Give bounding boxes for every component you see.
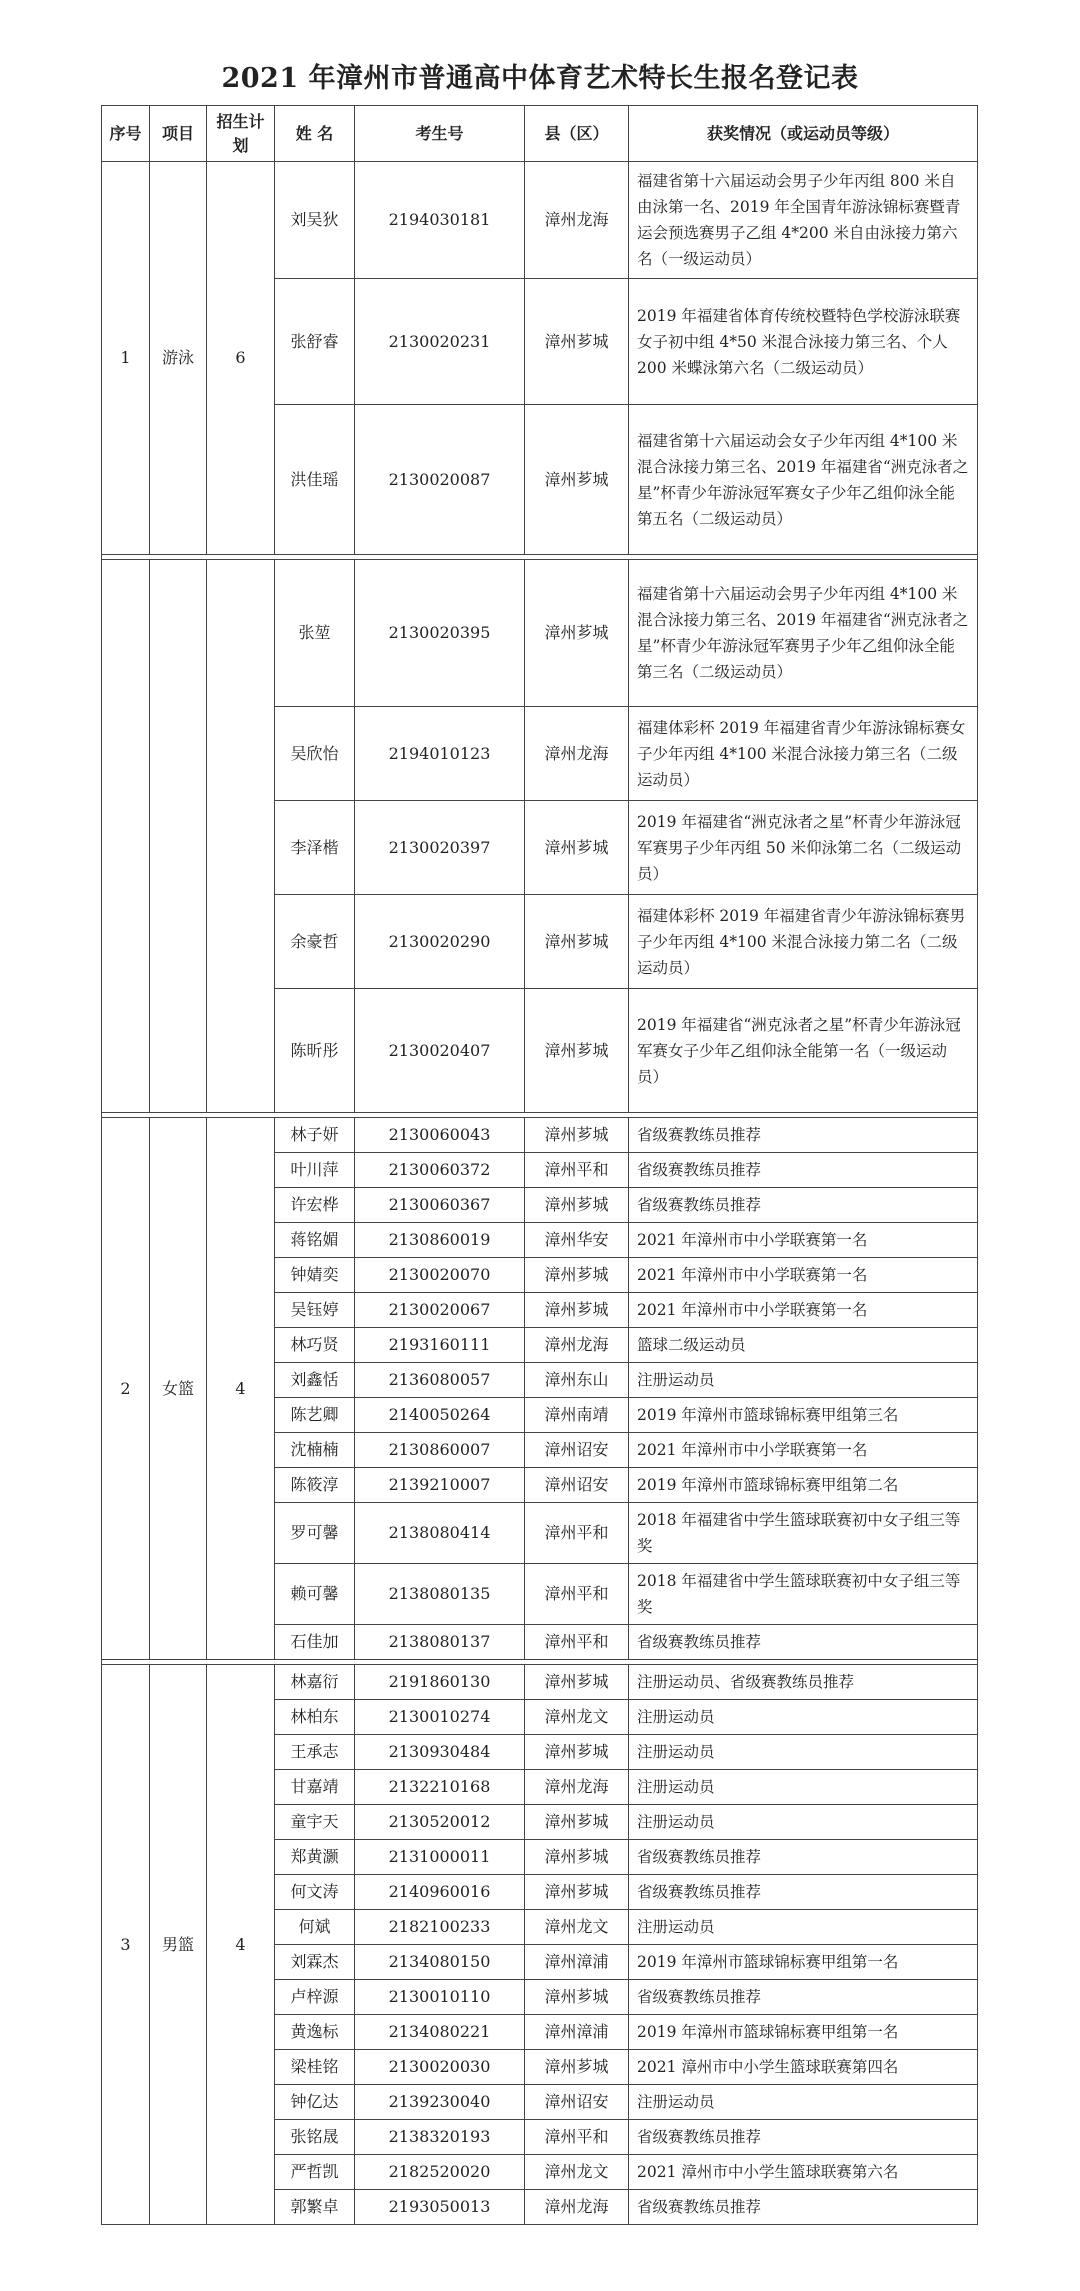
award-cell: 注册运动员: [629, 2085, 978, 2120]
exam-no-cell: 2132210168: [355, 1770, 525, 1805]
award-cell: 省级赛教练员推荐: [629, 2120, 978, 2155]
name-cell: 罗可馨: [275, 1503, 355, 1564]
name-cell: 林巧贤: [275, 1328, 355, 1363]
county-cell: 漳州平和: [525, 1625, 629, 1660]
award-cell: 注册运动员: [629, 1363, 978, 1398]
name-cell: 张堃: [275, 560, 355, 707]
award-cell: 2021 年漳州市中小学联赛第一名: [629, 1258, 978, 1293]
name-cell: 梁桂铭: [275, 2050, 355, 2085]
county-cell: 漳州龙文: [525, 2155, 629, 2190]
item-cell: 男篮: [150, 1665, 207, 2225]
county-cell: 漳州平和: [525, 1564, 629, 1625]
county-cell: 漳州南靖: [525, 1398, 629, 1433]
award-cell: 省级赛教练员推荐: [629, 1875, 978, 1910]
award-cell: 福建省第十六届运动会男子少年丙组 800 米自由泳第一名、2019 年全国青年游泳锦标赛暨青运会预选赛男子乙组 4*200 米自由泳接力第六名（一级运动员）: [629, 162, 978, 279]
name-cell: 张舒睿: [275, 279, 355, 405]
exam-no-cell: 2130020290: [355, 895, 525, 989]
award-cell: 福建体彩杯 2019 年福建省青少年游泳锦标赛男子少年丙组 4*100 米混合泳接力第二名（二级运动员）: [629, 895, 978, 989]
award-cell: 省级赛教练员推荐: [629, 1118, 978, 1153]
table-row: [102, 560, 978, 707]
award-cell: 注册运动员: [629, 1735, 978, 1770]
exam-no-cell: 2130020087: [355, 405, 525, 555]
exam-no-cell: 2194030181: [355, 162, 525, 279]
award-cell: 省级赛教练员推荐: [629, 1153, 978, 1188]
name-cell: 钟婧奕: [275, 1258, 355, 1293]
county-cell: 漳州东山: [525, 1363, 629, 1398]
award-cell: 2019 年福建省体育传统校暨特色学校游泳联赛女子初中组 4*50 米混合泳接力第三名、个人 200 米蝶泳第六名（二级运动员）: [629, 279, 978, 405]
award-cell: 省级赛教练员推荐: [629, 1840, 978, 1875]
exam-no-cell: 2138080414: [355, 1503, 525, 1564]
exam-no-cell: 2182100233: [355, 1910, 525, 1945]
county-cell: 漳州平和: [525, 2120, 629, 2155]
award-cell: 注册运动员: [629, 1700, 978, 1735]
county-cell: 漳州芗城: [525, 2050, 629, 2085]
name-cell: 郭繁卓: [275, 2190, 355, 2225]
name-cell: 郑黄灏: [275, 1840, 355, 1875]
name-cell: 蒋铭媚: [275, 1223, 355, 1258]
registration-table: [101, 105, 978, 2225]
table-body: [102, 162, 978, 2225]
name-cell: 许宏桦: [275, 1188, 355, 1223]
name-cell: 洪佳瑶: [275, 405, 355, 555]
exam-no-cell: 2130930484: [355, 1735, 525, 1770]
name-cell: 何斌: [275, 1910, 355, 1945]
county-cell: 漳州芗城: [525, 1118, 629, 1153]
award-cell: 2019 年漳州市篮球锦标赛甲组第一名: [629, 1945, 978, 1980]
name-cell: 刘霖杰: [275, 1945, 355, 1980]
name-cell: 陈艺卿: [275, 1398, 355, 1433]
exam-no-cell: 2130020070: [355, 1258, 525, 1293]
exam-no-cell: 2130020407: [355, 989, 525, 1113]
name-cell: 甘嘉靖: [275, 1770, 355, 1805]
item-cell: [150, 560, 207, 1113]
exam-no-cell: 2193050013: [355, 2190, 525, 2225]
exam-no-cell: 2138320193: [355, 2120, 525, 2155]
exam-no-cell: 2194010123: [355, 707, 525, 801]
seq-cell: 2: [102, 1118, 150, 1660]
exam-no-cell: 2130010110: [355, 1980, 525, 2015]
award-cell: 2021 年漳州市中小学联赛第一名: [629, 1433, 978, 1468]
county-cell: 漳州龙海: [525, 162, 629, 279]
county-cell: 漳州芗城: [525, 1188, 629, 1223]
county-cell: 漳州龙文: [525, 1700, 629, 1735]
plan-cell: 4: [207, 1665, 275, 2225]
exam-no-cell: 2130020395: [355, 560, 525, 707]
item-cell: 游泳: [150, 162, 207, 555]
exam-no-cell: 2130520012: [355, 1805, 525, 1840]
exam-no-cell: 2130860007: [355, 1433, 525, 1468]
county-cell: 漳州龙文: [525, 1910, 629, 1945]
county-cell: 漳州芗城: [525, 1980, 629, 2015]
award-cell: 福建体彩杯 2019 年福建省青少年游泳锦标赛女子少年丙组 4*100 米混合泳接力第三名（二级运动员）: [629, 707, 978, 801]
exam-no-cell: 2130010274: [355, 1700, 525, 1735]
exam-no-cell: 2138080137: [355, 1625, 525, 1660]
name-cell: 陈筱淳: [275, 1468, 355, 1503]
award-cell: 2021 漳州市中小学生篮球联赛第四名: [629, 2050, 978, 2085]
exam-no-cell: 2140960016: [355, 1875, 525, 1910]
name-cell: 林子妍: [275, 1118, 355, 1153]
exam-no-cell: 2130020231: [355, 279, 525, 405]
header-award: 获奖情况（或运动员等级）: [629, 106, 978, 162]
award-cell: 2021 漳州市中小学生篮球联赛第六名: [629, 2155, 978, 2190]
name-cell: 张铭晟: [275, 2120, 355, 2155]
county-cell: 漳州平和: [525, 1153, 629, 1188]
award-cell: 省级赛教练员推荐: [629, 1625, 978, 1660]
exam-no-cell: 2134080150: [355, 1945, 525, 1980]
exam-no-cell: 2130060043: [355, 1118, 525, 1153]
plan-cell: 4: [207, 1118, 275, 1660]
county-cell: 漳州芗城: [525, 560, 629, 707]
award-cell: 2019 年漳州市篮球锦标赛甲组第三名: [629, 1398, 978, 1433]
county-cell: 漳州芗城: [525, 1735, 629, 1770]
header-name: 姓 名: [275, 106, 355, 162]
county-cell: 漳州诏安: [525, 1468, 629, 1503]
name-cell: 李泽楷: [275, 801, 355, 895]
exam-no-cell: 2130860019: [355, 1223, 525, 1258]
name-cell: 刘吴狄: [275, 162, 355, 279]
table-row: [102, 1665, 978, 1700]
name-cell: 童宇天: [275, 1805, 355, 1840]
award-cell: 2021 年漳州市中小学联赛第一名: [629, 1293, 978, 1328]
award-cell: 注册运动员、省级赛教练员推荐: [629, 1665, 978, 1700]
award-cell: 福建省第十六届运动会女子少年丙组 4*100 米混合泳接力第三名、2019 年福建省“洲克泳者之星”杯青少年游泳冠军赛女子少年乙组仰泳全能第五名（二级运动员）: [629, 405, 978, 555]
name-cell: 黄逸标: [275, 2015, 355, 2050]
name-cell: 叶川萍: [275, 1153, 355, 1188]
header-plan: 招生计划: [207, 106, 275, 162]
county-cell: 漳州芗城: [525, 989, 629, 1113]
name-cell: 何文涛: [275, 1875, 355, 1910]
exam-no-cell: 2139230040: [355, 2085, 525, 2120]
name-cell: 王承志: [275, 1735, 355, 1770]
table-row: [102, 162, 978, 279]
award-cell: 省级赛教练员推荐: [629, 2190, 978, 2225]
county-cell: 漳州龙海: [525, 707, 629, 801]
award-cell: 福建省第十六届运动会男子少年丙组 4*100 米混合泳接力第三名、2019 年福建省“洲克泳者之星”杯青少年游泳冠军赛男子少年乙组仰泳全能第三名（二级运动员）: [629, 560, 978, 707]
exam-no-cell: 2182520020: [355, 2155, 525, 2190]
award-cell: 注册运动员: [629, 1805, 978, 1840]
county-cell: 漳州芗城: [525, 801, 629, 895]
county-cell: 漳州漳浦: [525, 2015, 629, 2050]
exam-no-cell: 2136080057: [355, 1363, 525, 1398]
award-cell: 2019 年漳州市篮球锦标赛甲组第二名: [629, 1468, 978, 1503]
county-cell: 漳州芗城: [525, 1258, 629, 1293]
county-cell: 漳州龙海: [525, 2190, 629, 2225]
exam-no-cell: 2139210007: [355, 1468, 525, 1503]
name-cell: 刘鑫恬: [275, 1363, 355, 1398]
name-cell: 林嘉衍: [275, 1665, 355, 1700]
page-title: 2021 年漳州市普通高中体育艺术特长生报名登记表: [221, 63, 859, 94]
exam-no-cell: 2130020067: [355, 1293, 525, 1328]
item-cell: 女篮: [150, 1118, 207, 1660]
name-cell: 林柏东: [275, 1700, 355, 1735]
header-item: 项目: [150, 106, 207, 162]
name-cell: 石佳加: [275, 1625, 355, 1660]
county-cell: 漳州诏安: [525, 1433, 629, 1468]
header-seq: 序号: [102, 106, 150, 162]
seq-cell: [102, 560, 150, 1113]
award-cell: 2019 年漳州市篮球锦标赛甲组第一名: [629, 2015, 978, 2050]
county-cell: 漳州芗城: [525, 1875, 629, 1910]
seq-cell: 3: [102, 1665, 150, 2225]
name-cell: 沈楠楠: [275, 1433, 355, 1468]
county-cell: 漳州芗城: [525, 1805, 629, 1840]
name-cell: 吴钰婷: [275, 1293, 355, 1328]
award-cell: 省级赛教练员推荐: [629, 1188, 978, 1223]
award-cell: 2018 年福建省中学生篮球联赛初中女子组三等奖: [629, 1564, 978, 1625]
plan-cell: [207, 560, 275, 1113]
award-cell: 注册运动员: [629, 1910, 978, 1945]
exam-no-cell: 2193160111: [355, 1328, 525, 1363]
exam-no-cell: 2140050264: [355, 1398, 525, 1433]
name-cell: 严哲凯: [275, 2155, 355, 2190]
name-cell: 陈昕彤: [275, 989, 355, 1113]
exam-no-cell: 2130020030: [355, 2050, 525, 2085]
header-county: 县（区）: [525, 106, 629, 162]
county-cell: 漳州芗城: [525, 895, 629, 989]
name-cell: 吴欣怡: [275, 707, 355, 801]
county-cell: 漳州平和: [525, 1503, 629, 1564]
exam-no-cell: 2138080135: [355, 1564, 525, 1625]
plan-cell: 6: [207, 162, 275, 555]
exam-no-cell: 2130060367: [355, 1188, 525, 1223]
exam-no-cell: 2191860130: [355, 1665, 525, 1700]
name-cell: 钟亿达: [275, 2085, 355, 2120]
exam-no-cell: 2131000011: [355, 1840, 525, 1875]
exam-no-cell: 2134080221: [355, 2015, 525, 2050]
seq-cell: 1: [102, 162, 150, 555]
county-cell: 漳州诏安: [525, 2085, 629, 2120]
county-cell: 漳州芗城: [525, 1293, 629, 1328]
table-row: [102, 1118, 978, 1153]
county-cell: 漳州芗城: [525, 405, 629, 555]
award-cell: 省级赛教练员推荐: [629, 1980, 978, 2015]
header-exam-no: 考生号: [355, 106, 525, 162]
county-cell: 漳州龙海: [525, 1770, 629, 1805]
county-cell: 漳州龙海: [525, 1328, 629, 1363]
award-cell: 注册运动员: [629, 1770, 978, 1805]
exam-no-cell: 2130060372: [355, 1153, 525, 1188]
table-header-row: [102, 106, 978, 162]
award-cell: 2021 年漳州市中小学联赛第一名: [629, 1223, 978, 1258]
county-cell: 漳州芗城: [525, 1665, 629, 1700]
award-cell: 2019 年福建省“洲克泳者之星”杯青少年游泳冠军赛女子少年乙组仰泳全能第一名（一级运动员）: [629, 989, 978, 1113]
county-cell: 漳州芗城: [525, 1840, 629, 1875]
award-cell: 2019 年福建省“洲克泳者之星”杯青少年游泳冠军赛男子少年丙组 50 米仰泳第二名（二级运动员）: [629, 801, 978, 895]
county-cell: 漳州华安: [525, 1223, 629, 1258]
exam-no-cell: 2130020397: [355, 801, 525, 895]
name-cell: 余豪哲: [275, 895, 355, 989]
award-cell: 篮球二级运动员: [629, 1328, 978, 1363]
name-cell: 卢梓源: [275, 1980, 355, 2015]
name-cell: 赖可馨: [275, 1564, 355, 1625]
award-cell: 2018 年福建省中学生篮球联赛初中女子组三等奖: [629, 1503, 978, 1564]
county-cell: 漳州漳浦: [525, 1945, 629, 1980]
county-cell: 漳州芗城: [525, 279, 629, 405]
